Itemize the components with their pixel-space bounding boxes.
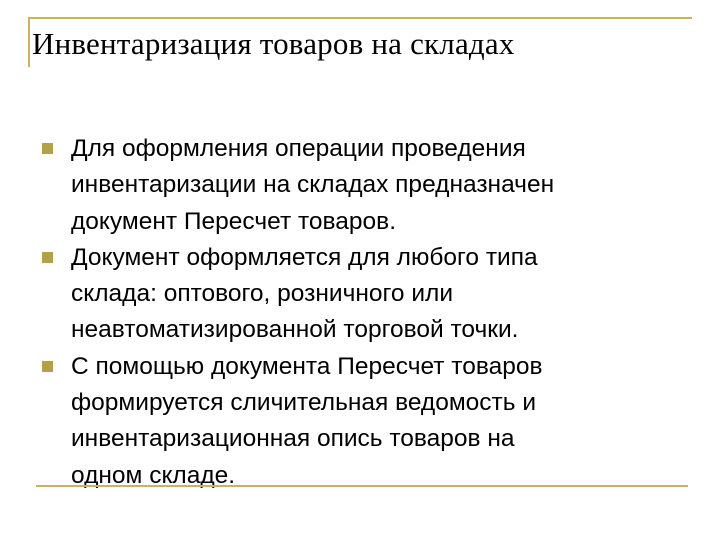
bullet-item xyxy=(42,240,682,349)
bullet-text-line: неавтоматизированной торговой точки. xyxy=(71,316,519,344)
bullet-text-line: формируется сличительная ведомость и xyxy=(71,389,537,417)
bullet-list xyxy=(42,131,682,494)
bullet-text-line: одном складе. xyxy=(71,461,236,489)
square-bullet-icon xyxy=(42,252,53,263)
bullet-text-line: склада: оптового, розничного или xyxy=(71,280,454,308)
bullet-item xyxy=(42,349,682,494)
bullet-text-line: инвентаризации на складах предназначен xyxy=(71,171,555,199)
bullet-text-line: документ Пересчет товаров. xyxy=(71,207,396,235)
bullet-text-line: С помощью документа Пересчет товаров xyxy=(71,352,543,380)
bullet-text-line: Документ оформляется для любого типа xyxy=(71,243,538,271)
bullet-text-line: Для оформления операции проведения xyxy=(71,135,526,162)
bullet-text-line: инвентаризационная опись товаров на xyxy=(71,425,515,453)
slide-title: Инвентаризация товаров на складах xyxy=(32,26,515,61)
frame-bottom-rule xyxy=(36,485,688,487)
bullet-item xyxy=(42,131,682,240)
frame-top-rule xyxy=(28,17,692,19)
square-bullet-icon xyxy=(42,143,53,154)
frame-left-rule xyxy=(28,17,30,67)
square-bullet-icon xyxy=(42,361,53,372)
